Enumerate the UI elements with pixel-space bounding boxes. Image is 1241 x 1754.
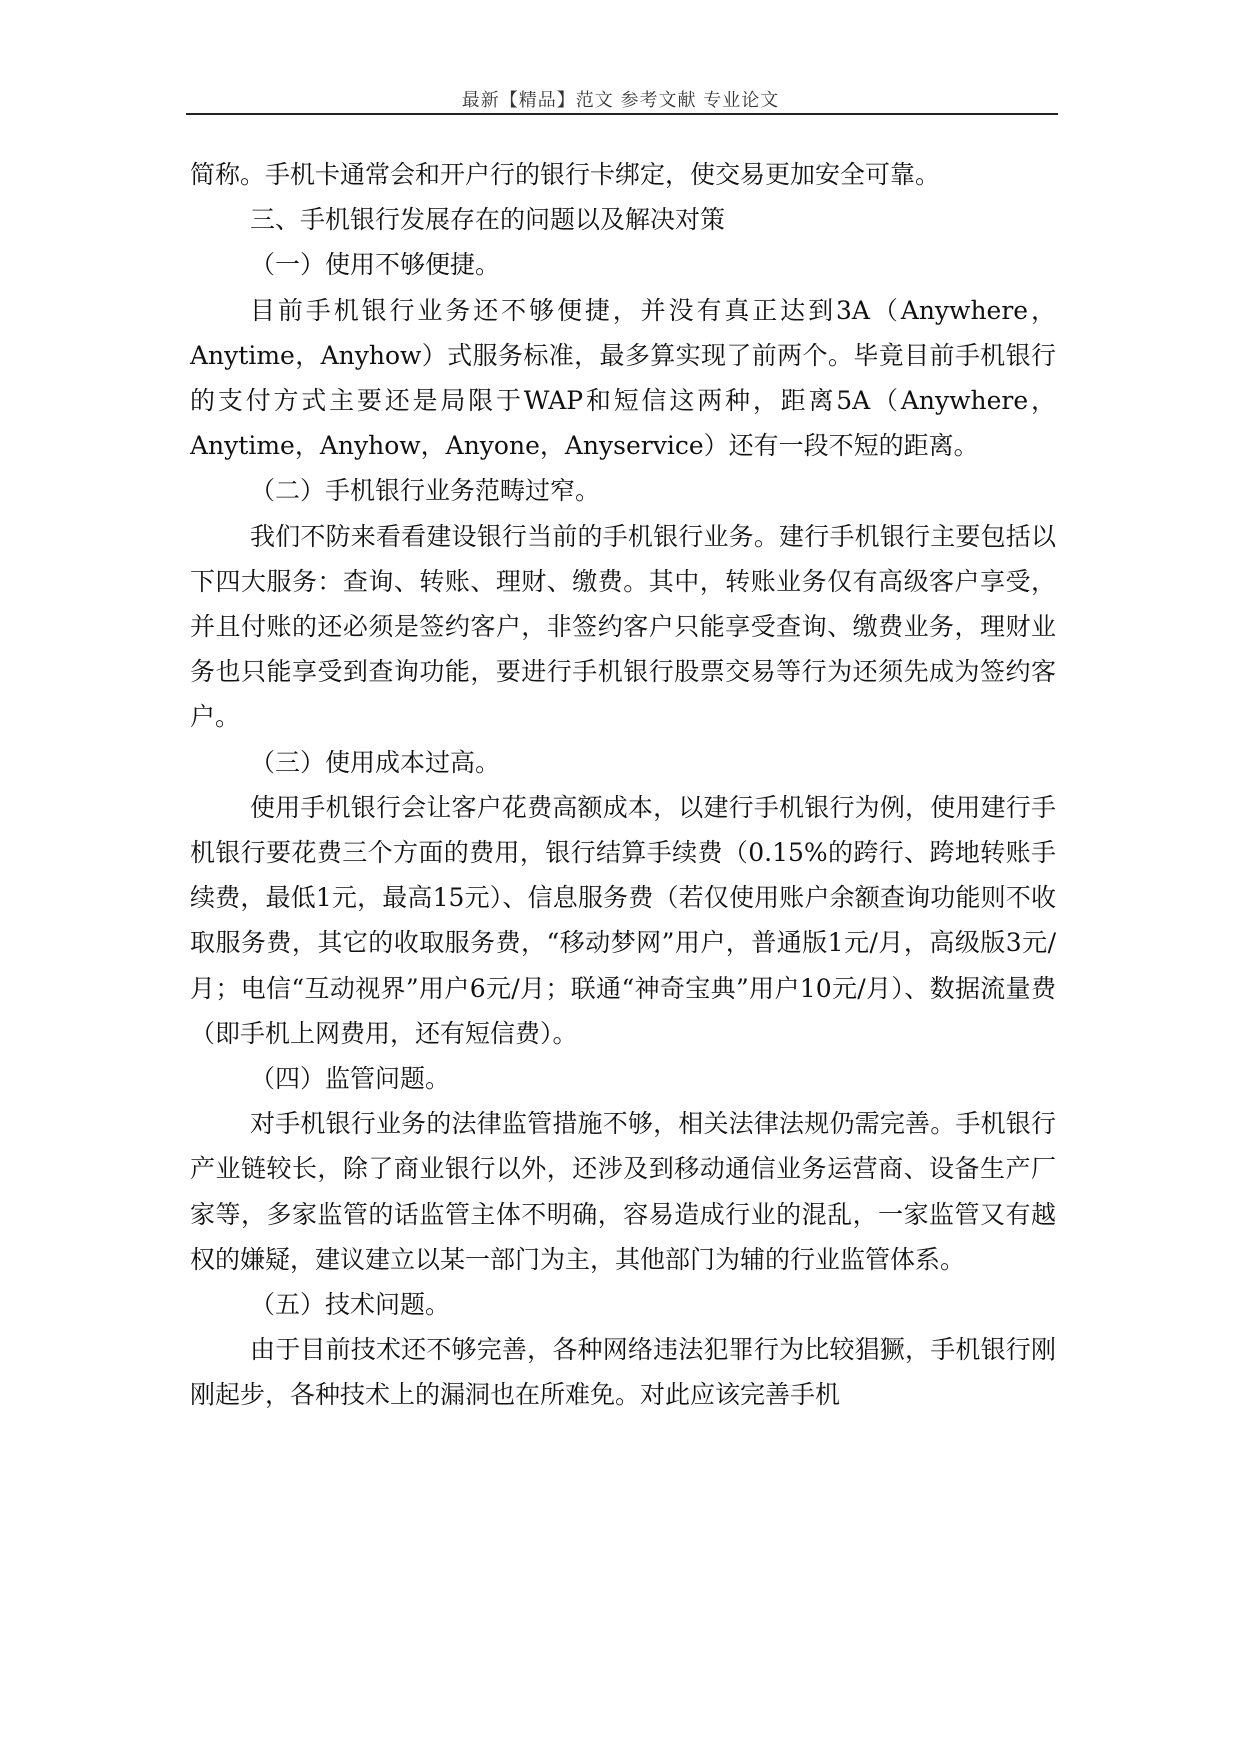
paragraph: 对手机银行业务的法律监管措施不够，相关法律法规仍需完善。手机银行产业链较长，除了商业银行以外，还涉及到移动通信业务运营商、设备生产厂家等，多家监管的话监管主体不明确，容易造成行业的混乱，一家监管又有越权的嫌疑，建议建立以某一部门为主，其他部门为辅的行业监管体系。 (190, 1109, 1056, 1274)
subsection-heading: （五）技术问题。 (250, 1290, 451, 1320)
paragraph: 目前手机银行业务还不够便捷，并没有真正达到3A（Anywhere，Anytime，Anyhow）式服务标准，最多算实现了前两个。毕竟目前手机银行的支付方式主要还是局限于WAP和短信这两种，距离5A（Anywhere，Anytime，Anyhow，Anyone，Anyservice）还有一段不短的距离。 (190, 295, 1056, 461)
subsection-heading: （四）监管问题。 (250, 1064, 451, 1094)
subsection-heading: （三）使用成本过高。 (250, 747, 501, 777)
paragraph: 我们不防来看看建设银行当前的手机银行业务。建行手机银行主要包括以下四大服务：查询、转账、理财、缴费。其中，转账业务仅有高级客户享受，并且付账的还必须是签约客户，非签约客户只能享受查询、缴费业务，理财业务也只能享受到查询功能，要进行手机银行股票交易等行为还须先成为签约客户。 (190, 521, 1056, 732)
section-heading: 三、手机银行发展存在的问题以及解决对策 (250, 205, 726, 235)
paragraph: 简称。手机卡通常会和开户行的银行卡绑定，使交易更加安全可靠。 (190, 160, 941, 189)
subsection-heading: （一）使用不够便捷。 (250, 250, 501, 280)
paragraph: 使用手机银行会让客户花费高额成本，以建行手机银行为例，使用建行手机银行要花费三个方面的费用，银行结算手续费（0.15%的跨行、跨地转账手续费，最低1元，最高15元）、信息服务费（若仅使用账户余额查询功能则不收取服务费，其它的收取服务费，“移动梦网”用户，普通版1元/月，高级版3元/月；电信“互动视界”用户6元/月；联通“神奇宝典”用户10元/月）、数据流量费（即手机上网费用，还有短信费）。 (190, 792, 1056, 1048)
paragraph: 由于目前技术还不够完善，各种网络违法犯罪行为比较猖獗，手机银行刚刚起步，各种技术上的漏洞也在所难免。对此应该完善手机 (190, 1335, 1056, 1410)
body-text (190, 152, 1056, 1418)
subsection-heading: （二）手机银行业务范畴过窄。 (250, 476, 601, 506)
page-header: 最新【精品】范文 参考文献 专业论文 (461, 90, 780, 111)
header-divider (186, 113, 1058, 115)
